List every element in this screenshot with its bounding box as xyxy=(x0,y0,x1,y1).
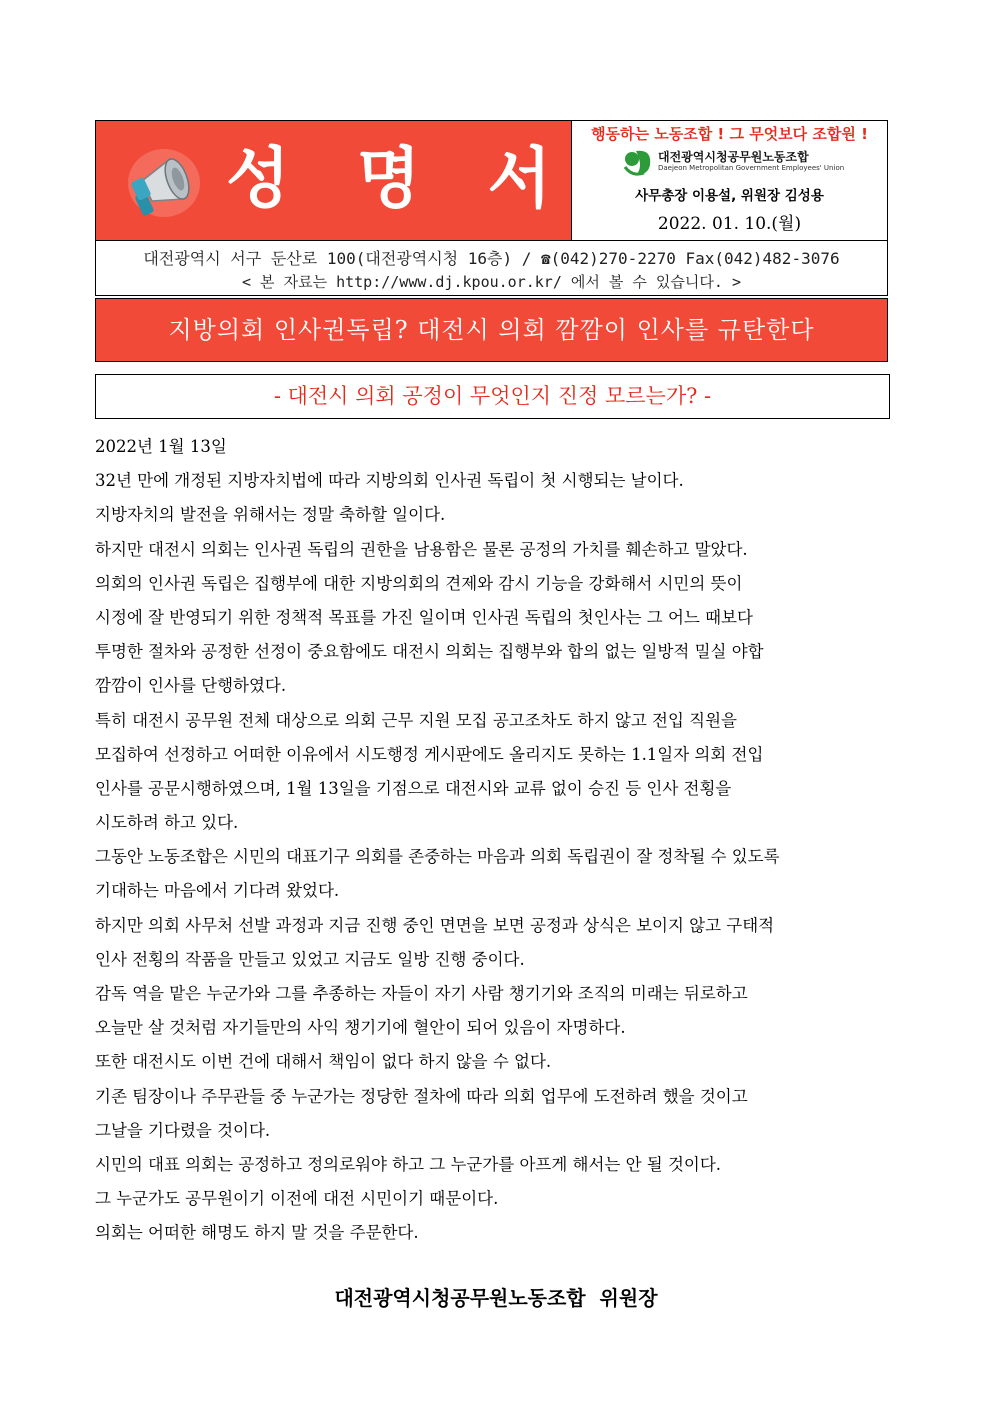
document-title: 성 명 서 xyxy=(226,140,574,217)
contact-address: 대전광역시 서구 둔산로 100(대전광역시청 16층) / ☎(042)270-2270 Fax(042)482-3076 xyxy=(143,249,840,268)
body-line: 특히 대전시 공무원 전체 대상으로 의회 근무 지원 모집 공고조차도 하지 않고 전입 직원을 xyxy=(95,710,737,730)
body-line: 인사를 공문시행하였으며, 1월 13일을 기점으로 대전시와 교류 없이 승진 등 인사 전횡을 xyxy=(95,778,732,798)
logo-union-english-name: Daejeon Metropolitan Government Employees' Union xyxy=(658,164,845,172)
statement-body xyxy=(95,430,900,1251)
body-line: 시민의 대표 의회는 공정하고 정의로워야 하고 그 누군가를 아프게 해서는 안 될 것이다. xyxy=(95,1154,722,1174)
body-line: 32년 만에 개정된 지방자치법에 따라 지방의회 인사권 독립이 첫 시행되는 날이다. xyxy=(95,471,684,491)
body-line: 그동안 노동조합은 시민의 대표기구 의회를 존중하는 마음과 의회 독립권이 잘 정착될 수 있도록 xyxy=(95,847,780,867)
body-line: 하지만 대전시 의회는 인사권 독립의 권한을 남용함은 물론 공정의 가치를 훼손하고 말았다. xyxy=(95,539,748,559)
body-line: 그 누군가도 공무원이기 이전에 대전 시민이기 때문이다. xyxy=(95,1189,499,1209)
body-line: 그날을 기다렸을 것이다. xyxy=(95,1120,271,1140)
signature: 대전광역시청공무원노동조합 위원장 xyxy=(334,1286,658,1310)
body-line: 의회의 인사권 독립은 집행부에 대한 지방의회의 견제와 감시 기능을 강화해서 시민의 뜻이 xyxy=(95,573,743,593)
union-logo xyxy=(622,147,882,177)
body-line: 투명한 절차와 공정한 선정이 중요함에도 대전시 의회는 집행부와 합의 없는 일방적 밀실 야합 xyxy=(95,642,764,662)
subheadline: - 대전시 의회 공정이 무엇인지 진정 모르는가? - xyxy=(95,374,890,419)
body-line: 감독 역을 맡은 누군가와 그를 추종하는 자들이 자기 사람 챙기기와 조직의 미래는 뒤로하고 xyxy=(95,984,748,1003)
body-line: 모집하여 선정하고 어떠한 이유에서 시도행정 게시판에도 올리지도 못하는 1.1일자 의회 전입 xyxy=(95,744,764,764)
issue-date: 2022. 01. 10.(월) xyxy=(657,214,802,234)
body-line: 기대하는 마음에서 기다려 왔었다. xyxy=(95,881,340,901)
body-line: 인사 전횡의 작품을 만들고 있었고 지금도 일방 진행 중이다. xyxy=(95,949,525,969)
union-slogan: 행동하는 노동조합 ! 그 무엇보다 조합원 ! xyxy=(591,125,868,143)
header-divider xyxy=(96,240,887,241)
body-line: 깜깜이 인사를 단행하였다. xyxy=(95,676,287,696)
union-officers: 사무총장 이용설, 위원장 김성용 xyxy=(635,188,824,204)
megaphone-icon xyxy=(124,143,204,223)
issuer-panel xyxy=(572,121,887,240)
headline-banner: 지방의회 인사권독립? 대전시 의회 깜깜이 인사를 규탄한다 xyxy=(95,298,888,362)
body-line: 지방자치의 발전을 위해서는 정말 축하할 일이다. xyxy=(95,505,446,525)
logo-union-name: 대전광역시청공무원노동조합 xyxy=(658,150,809,164)
body-line: 또한 대전시도 이번 건에 대해서 책임이 없다 하지 않을 수 없다. xyxy=(95,1052,552,1072)
body-line: 기존 팀장이나 주무관들 중 누군가는 정당한 절차에 따라 의회 업무에 도전하려 했을 것이고 xyxy=(95,1086,748,1106)
body-line: 오늘만 살 것처럼 자기들만의 사익 챙기기에 혈안이 되어 있음이 자명하다. xyxy=(95,1018,626,1038)
body-line: 2022년 1월 13일 xyxy=(95,437,227,456)
body-line: 시도하려 하고 있다. xyxy=(95,813,239,833)
body-line: 시정에 잘 반영되기 위한 정책적 목표를 가진 일이며 인사권 독립의 첫인사는 그 어느 때보다 xyxy=(95,607,753,627)
body-line: 의회는 어떠한 해명도 하지 말 것을 주문한다. xyxy=(95,1223,419,1243)
website-notice: < 본 자료는 http://www.dj.kpou.or.kr/ 에서 볼 수 있습니다. > xyxy=(242,273,741,291)
title-banner xyxy=(96,121,572,240)
statement-header xyxy=(95,120,888,296)
union-logo-icon xyxy=(622,147,654,177)
body-line: 하지만 의회 사무처 선발 과정과 지금 진행 중인 면면을 보면 공정과 상식은 보이지 않고 구태적 xyxy=(95,915,775,935)
